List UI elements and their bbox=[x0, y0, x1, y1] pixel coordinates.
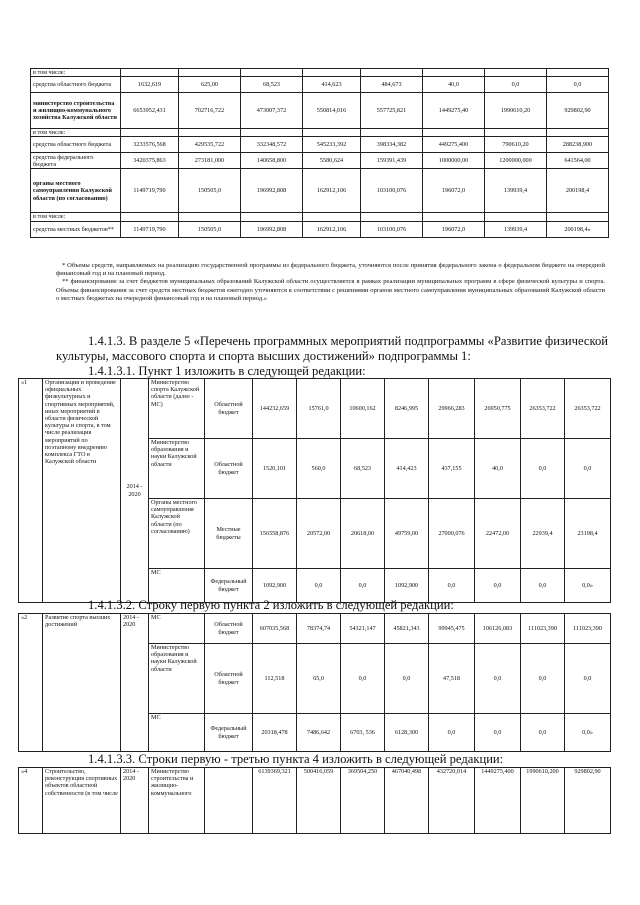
value-cell: 26353,722 bbox=[521, 379, 565, 439]
activity-name: Строительство, реконструкция спортивных объектов областной собственности (в том числе bbox=[43, 768, 121, 834]
row-label: средства федерального бюджета bbox=[31, 153, 121, 169]
value-cell: 0,0 bbox=[521, 644, 565, 714]
value-cell: 1449275,40 bbox=[423, 93, 485, 129]
funding-source: Областной бюджет bbox=[205, 614, 253, 644]
value-cell: 0,0 bbox=[485, 77, 547, 93]
value-cell: 1990610,200 bbox=[521, 768, 565, 834]
value-cell: 432720,014 bbox=[429, 768, 475, 834]
value-cell: 0,0 bbox=[341, 644, 385, 714]
funding-source: Областной бюджет bbox=[205, 644, 253, 714]
item-number: «1 bbox=[19, 379, 43, 603]
value-cell bbox=[485, 129, 547, 137]
value-cell: 159391,439 bbox=[361, 153, 423, 169]
value-cell: 607035,568 bbox=[253, 614, 297, 644]
value-cell: 1632,619 bbox=[121, 77, 179, 93]
value-cell: 162912,106 bbox=[303, 169, 361, 213]
value-cell bbox=[303, 129, 361, 137]
value-cell: 6703, 536 bbox=[341, 714, 385, 752]
value-cell: 414,423 bbox=[385, 439, 429, 499]
value-cell: 0,0» bbox=[565, 569, 611, 603]
value-cell bbox=[303, 213, 361, 221]
value-cell: 54321,147 bbox=[341, 614, 385, 644]
value-cell: 140658,800 bbox=[241, 153, 303, 169]
value-cell: 65,0 bbox=[297, 644, 341, 714]
value-cell: 196992,808 bbox=[241, 169, 303, 213]
value-cell: 0,0 bbox=[565, 439, 611, 499]
value-cell bbox=[303, 69, 361, 77]
value-cell: 0,0 bbox=[341, 569, 385, 603]
funding-source: Федеральный бюджет bbox=[205, 569, 253, 603]
funding-source bbox=[205, 768, 253, 834]
value-cell: 200198,4» bbox=[547, 221, 609, 237]
value-cell: 49759,00 bbox=[385, 499, 429, 569]
value-cell: 139939,4 bbox=[485, 221, 547, 237]
value-cell: 6653952,431 bbox=[121, 93, 179, 129]
value-cell: 196072,0 bbox=[423, 169, 485, 213]
value-cell: 0,0 bbox=[429, 714, 475, 752]
value-cell bbox=[241, 213, 303, 221]
value-cell: 150505,0 bbox=[179, 169, 241, 213]
value-cell: 560,0 bbox=[297, 439, 341, 499]
value-cell: 1200000,000 bbox=[485, 153, 547, 169]
value-cell bbox=[121, 129, 179, 137]
item-number: «2 bbox=[19, 614, 43, 752]
value-cell: 429535,722 bbox=[179, 137, 241, 153]
value-cell: 0,0» bbox=[565, 714, 611, 752]
value-cell: 162912,106 bbox=[303, 221, 361, 237]
activity-name: Развитие спорта высших достижений bbox=[43, 614, 121, 752]
value-cell: 1449275,400 bbox=[475, 768, 521, 834]
value-cell: 1092,900 bbox=[253, 569, 297, 603]
table-row bbox=[19, 379, 611, 439]
footnotes bbox=[56, 262, 605, 303]
value-cell: 8246,995 bbox=[385, 379, 429, 439]
value-cell: 20572,00 bbox=[297, 499, 341, 569]
funding-source: Областной бюджет bbox=[205, 379, 253, 439]
heading-point-1: 1.4.1.3.1. Пункт 1 изложить в следующей редакции: bbox=[88, 364, 366, 378]
table-row bbox=[31, 221, 609, 237]
value-cell: 144232,659 bbox=[253, 379, 297, 439]
value-cell: 196992,808 bbox=[241, 221, 303, 237]
value-cell: 0,0 bbox=[547, 77, 609, 93]
value-cell bbox=[547, 69, 609, 77]
table-row bbox=[19, 768, 611, 834]
value-cell: 150505,0 bbox=[179, 221, 241, 237]
value-cell: 196072,0 bbox=[423, 221, 485, 237]
value-cell: 0,0 bbox=[565, 644, 611, 714]
table-row bbox=[31, 93, 609, 129]
value-cell: 929802,90 bbox=[547, 93, 609, 129]
value-cell bbox=[547, 129, 609, 137]
value-cell: 0,0 bbox=[521, 714, 565, 752]
value-cell: 1149719,790 bbox=[121, 221, 179, 237]
value-cell: 26353,722 bbox=[565, 379, 611, 439]
value-cell: 929802,90 bbox=[565, 768, 611, 834]
period: 2014 - 2020 bbox=[121, 614, 149, 752]
value-cell: 103100,076 bbox=[361, 221, 423, 237]
executor: Министерство спорта Калужской области (далее - МС) bbox=[149, 379, 205, 439]
value-cell: 47,518 bbox=[429, 644, 475, 714]
point-2-table-body bbox=[19, 614, 611, 752]
funding-source: Местные бюджеты bbox=[205, 499, 253, 569]
value-cell: 702716,722 bbox=[179, 93, 241, 129]
value-cell: 550814,016 bbox=[303, 93, 361, 129]
row-label: в том числе: bbox=[31, 213, 121, 221]
value-cell: 1990610,20 bbox=[485, 93, 547, 129]
value-cell: 473007,372 bbox=[241, 93, 303, 129]
value-cell bbox=[547, 213, 609, 221]
section-paragraph: 1.4.1.3. В разделе 5 «Перечень программных мероприятий подпрограммы «Развитие физической культуры, массового спорта и спорта высших достижений» подпрограммы 1: bbox=[56, 334, 609, 363]
value-cell: 103100,076 bbox=[361, 169, 423, 213]
value-cell bbox=[423, 69, 485, 77]
value-cell: 45821,343 bbox=[385, 614, 429, 644]
value-cell: 0,0 bbox=[475, 644, 521, 714]
executor: МС bbox=[149, 614, 205, 644]
row-label: средства областного бюджета bbox=[31, 137, 121, 153]
value-cell bbox=[485, 213, 547, 221]
row-label: органы местного самоуправления Калужской области (по согласованию) bbox=[31, 169, 121, 213]
value-cell: 625,00 bbox=[179, 77, 241, 93]
value-cell: 3233576,568 bbox=[121, 137, 179, 153]
value-cell: 790610,20 bbox=[485, 137, 547, 153]
table-row bbox=[31, 69, 609, 77]
value-cell: 20618,00 bbox=[341, 499, 385, 569]
value-cell: 23198,4 bbox=[565, 499, 611, 569]
table-row bbox=[31, 77, 609, 93]
executor: Органы местного самоуправления Калужской области (по согласованию) bbox=[149, 499, 205, 569]
value-cell: 6139369,321 bbox=[253, 768, 297, 834]
value-cell: 557725,821 bbox=[361, 93, 423, 129]
value-cell: 26950,775 bbox=[475, 379, 521, 439]
value-cell: 22472,00 bbox=[475, 499, 521, 569]
value-cell bbox=[423, 213, 485, 221]
value-cell: 20318,478 bbox=[253, 714, 297, 752]
executor: МС bbox=[149, 569, 205, 603]
value-cell: 78374,74 bbox=[297, 614, 341, 644]
value-cell bbox=[241, 69, 303, 77]
value-cell: 29966,283 bbox=[429, 379, 475, 439]
footnote-federal: * Объемы средств, направляемых на реализацию государственной программы из федерального бюджета, уточняются после принятия федерального закона о федеральном бюджете на очередной финансовый год и на плановый период. bbox=[56, 262, 605, 278]
table-row bbox=[19, 614, 611, 644]
value-cell bbox=[179, 213, 241, 221]
funding-source: Федеральный бюджет bbox=[205, 714, 253, 752]
value-cell: 68,523 bbox=[341, 439, 385, 499]
table-row bbox=[31, 137, 609, 153]
value-cell: 99945,475 bbox=[429, 614, 475, 644]
table-row bbox=[31, 213, 609, 221]
value-cell: 500416,059 bbox=[297, 768, 341, 834]
value-cell: 0,0 bbox=[429, 569, 475, 603]
period: 2014 - 2020 bbox=[121, 379, 149, 603]
value-cell: 139939,4 bbox=[485, 169, 547, 213]
value-cell: 1000000,00 bbox=[423, 153, 485, 169]
value-cell: 15761,0 bbox=[297, 379, 341, 439]
value-cell bbox=[179, 129, 241, 137]
activity-name: Организация и проведение официальных физкультурных и спортивных мероприятий, иных мероприятий в области физической культуры и спорта, в том числе реализация мероприятий по поэтапному внедрению комплекса ГТО в Калужской области bbox=[43, 379, 121, 603]
value-cell: 1520,101 bbox=[253, 439, 297, 499]
value-cell bbox=[361, 69, 423, 77]
value-cell: 200198,4 bbox=[547, 169, 609, 213]
value-cell: 398334,382 bbox=[361, 137, 423, 153]
point-1-table-body bbox=[19, 379, 611, 603]
value-cell: 449275,400 bbox=[423, 137, 485, 153]
funding-source: Областной бюджет bbox=[205, 439, 253, 499]
value-cell: 437,155 bbox=[429, 439, 475, 499]
value-cell bbox=[423, 129, 485, 137]
value-cell: 111023,390 bbox=[521, 614, 565, 644]
value-cell: 545233,392 bbox=[303, 137, 361, 153]
value-cell bbox=[121, 213, 179, 221]
funding-table-body bbox=[31, 69, 609, 238]
value-cell: 332348,572 bbox=[241, 137, 303, 153]
value-cell: 10600,162 bbox=[341, 379, 385, 439]
value-cell: 112,518 bbox=[253, 644, 297, 714]
value-cell bbox=[121, 69, 179, 77]
value-cell: 68,523 bbox=[241, 77, 303, 93]
value-cell: 484,673 bbox=[361, 77, 423, 93]
row-label: средства областного бюджета bbox=[31, 77, 121, 93]
value-cell: 7486,642 bbox=[297, 714, 341, 752]
table-row bbox=[31, 129, 609, 137]
executor: МС bbox=[149, 714, 205, 752]
value-cell: 1092,900 bbox=[385, 569, 429, 603]
item-number: «4 bbox=[19, 768, 43, 834]
value-cell: 40,0 bbox=[423, 77, 485, 93]
point-1-table bbox=[18, 378, 611, 603]
value-cell: 111023,390 bbox=[565, 614, 611, 644]
footnote-municipal: ** финансирование за счет бюджетов муниципальных образований Калужской области осуществляется в рамках реализации муниципальных программ в сфере физической культуры и спорта. Объемы финансирования за счет средств местных бюджетов ежегодно уточняются в соответствии с решениями органов местного самоуправления муниципальных образований Калужской области о местных бюджетах на очередной финансовый год и на плановый период.» bbox=[56, 278, 605, 302]
value-cell: 288238,900 bbox=[547, 137, 609, 153]
row-label: средства местных бюджетов** bbox=[31, 221, 121, 237]
value-cell bbox=[361, 129, 423, 137]
value-cell: 0,0 bbox=[475, 569, 521, 603]
row-label: в том числе: bbox=[31, 69, 121, 77]
executor: Министерство образования и науки Калужской области bbox=[149, 644, 205, 714]
value-cell: 40,0 bbox=[475, 439, 521, 499]
value-cell: 0,0 bbox=[521, 569, 565, 603]
funding-table-continued bbox=[30, 68, 609, 238]
row-label: министерство строительства и жилищно-коммунального хозяйства Калужской области bbox=[31, 93, 121, 129]
value-cell: 641564,00 bbox=[547, 153, 609, 169]
value-cell bbox=[361, 213, 423, 221]
value-cell: 156558,876 bbox=[253, 499, 297, 569]
value-cell bbox=[241, 129, 303, 137]
value-cell: 27000,076 bbox=[429, 499, 475, 569]
value-cell: 106126,083 bbox=[475, 614, 521, 644]
value-cell: 414,623 bbox=[303, 77, 361, 93]
value-cell: 1149719,790 bbox=[121, 169, 179, 213]
value-cell bbox=[485, 69, 547, 77]
value-cell: 5580,624 bbox=[303, 153, 361, 169]
value-cell: 0,0 bbox=[385, 644, 429, 714]
value-cell: 369504,250 bbox=[341, 768, 385, 834]
executor: Министерство строительства и жилищно-коммунального bbox=[149, 768, 205, 834]
row-label: в том числе: bbox=[31, 129, 121, 137]
period: 2014 - 2020 bbox=[121, 768, 149, 834]
heading-point-4: 1.4.1.3.3. Строки первую - третью пункта 4 изложить в следующей редакции: bbox=[88, 752, 504, 766]
value-cell: 0,0 bbox=[521, 439, 565, 499]
value-cell: 22939,4 bbox=[521, 499, 565, 569]
table-row bbox=[31, 153, 609, 169]
heading-point-2: 1.4.1.3.2. Строку первую пункта 2 изложить в следующей редакции: bbox=[88, 598, 454, 612]
value-cell: 0,0 bbox=[475, 714, 521, 752]
value-cell: 6128,300 bbox=[385, 714, 429, 752]
value-cell: 467040,498 bbox=[385, 768, 429, 834]
point-2-table bbox=[18, 613, 611, 752]
value-cell bbox=[179, 69, 241, 77]
executor: Министерство образования и науки Калужской области bbox=[149, 439, 205, 499]
value-cell: 3420375,863 bbox=[121, 153, 179, 169]
table-row bbox=[31, 169, 609, 213]
value-cell: 0,0 bbox=[297, 569, 341, 603]
point-4-table-body bbox=[19, 768, 611, 834]
point-4-table bbox=[18, 767, 611, 834]
value-cell: 273181,000 bbox=[179, 153, 241, 169]
